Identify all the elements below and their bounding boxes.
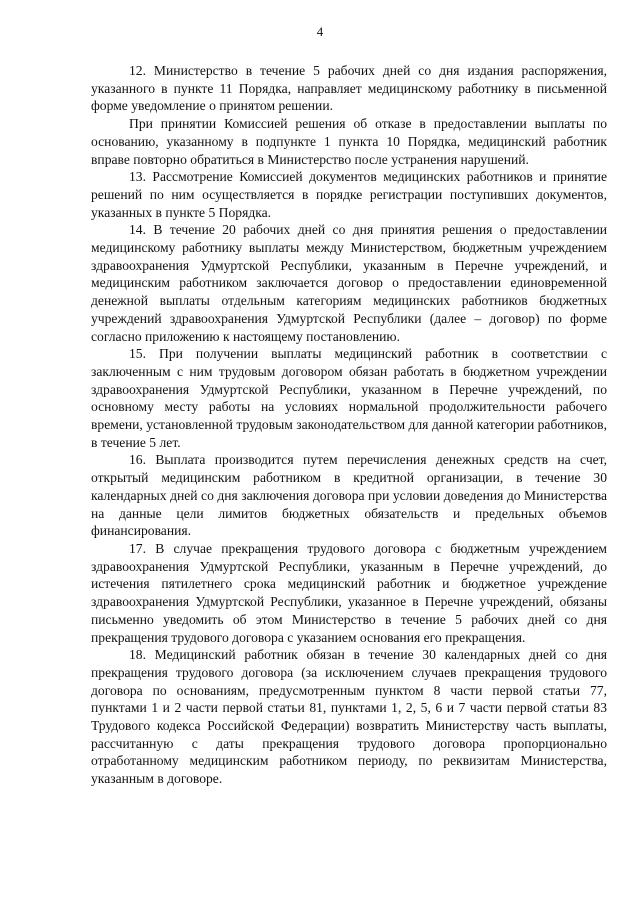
paragraph-18: 18. Медицинский работник обязан в течение 30 календарных дней со дня прекращения трудового договора (за исключением случаев прекращения трудового договора по основаниям, предусмотренным пунктом 8 части первой статьи 77, пунктами 1 и 2 части первой статьи 81, пунктами 1, 2, 5, 6 и 7 части первой статьи 83 Трудового кодекса Российской Федерации) возвратить Министерству часть выплаты, рассчитанную с даты прекращения трудового договора пропорционально отработанному медицинским работником периоду, по реквизитам Министерства, указанным в договоре. — [91, 647, 607, 787]
paragraph-15: 15. При получении выплаты медицинский работник в соответствии с заключенным с ним трудовым договором обязан работать в бюджетном учреждении здравоохранения Удмуртской Республики, указанном в Перечне учреждений, по основному месту работы на условиях нормальной продолжительности рабочего времени, установленной трудовым законодательством для данной категории работников, в течение 5 лет. — [91, 346, 608, 450]
document-body — [91, 62, 607, 788]
paragraph-17: 17. В случае прекращения трудового договора с бюджетным учреждением здравоохранения Удмуртской Республики, указанным в Перечне учреждений, до истечения пятилетнего срока медицинский работник и бюджетное учреждение здравоохранения Удмуртской Республики, указанное в Перечне учреждений, обязаны письменно уведомить об этом Министерство в течение 5 рабочих дней со дня прекращения трудового договора с указанием основания его прекращения. — [91, 540, 607, 645]
paragraph-14: 14. В течение 20 рабочих дней со дня принятия решения о предоставлении медицинскому работнику выплаты между Министерством, бюджетным учреждением здравоохранения Удмуртской Республики, указанным в Перечне учреждений, и медицинским работником заключается договор о предоставлении единовременной денежной выплаты отдельным категориям медицинских работников бюджетных учреждений здравоохранения Удмуртской Республики (далее – договор) по форме согласно приложению к настоящему постановлению. — [91, 222, 607, 344]
paragraph-16: 16. Выплата производится путем перечисления денежных средств на счет, открытый медицинским работником в кредитной организации, в течение 30 календарных дней со дня заключения договора при условии доведения до Министерства на данные цели лимитов бюджетных обязательств и предельных объемов финансирования. — [91, 452, 607, 539]
paragraph-13: 13. Рассмотрение Комиссией документов медицинских работников и принятие решений по ним осуществляется в порядке регистрации поступивших документов, указанных в пункте 5 Порядка. — [91, 169, 607, 220]
paragraph-12-refusal: При принятии Комиссией решения об отказе в предоставлении выплаты по основанию, указанному в подпункте 1 пункта 10 Порядка, медицинский работник вправе повторно обратиться в Министерство после устранения нарушений. — [91, 116, 607, 167]
paragraph-12: 12. Министерство в течение 5 рабочих дней со дня издания распоряжения, указанного в пункте 11 Порядка, направляет медицинскому работнику в письменной форме уведомление о принятом решении. — [91, 63, 607, 114]
page-number: 4 — [316, 24, 324, 39]
